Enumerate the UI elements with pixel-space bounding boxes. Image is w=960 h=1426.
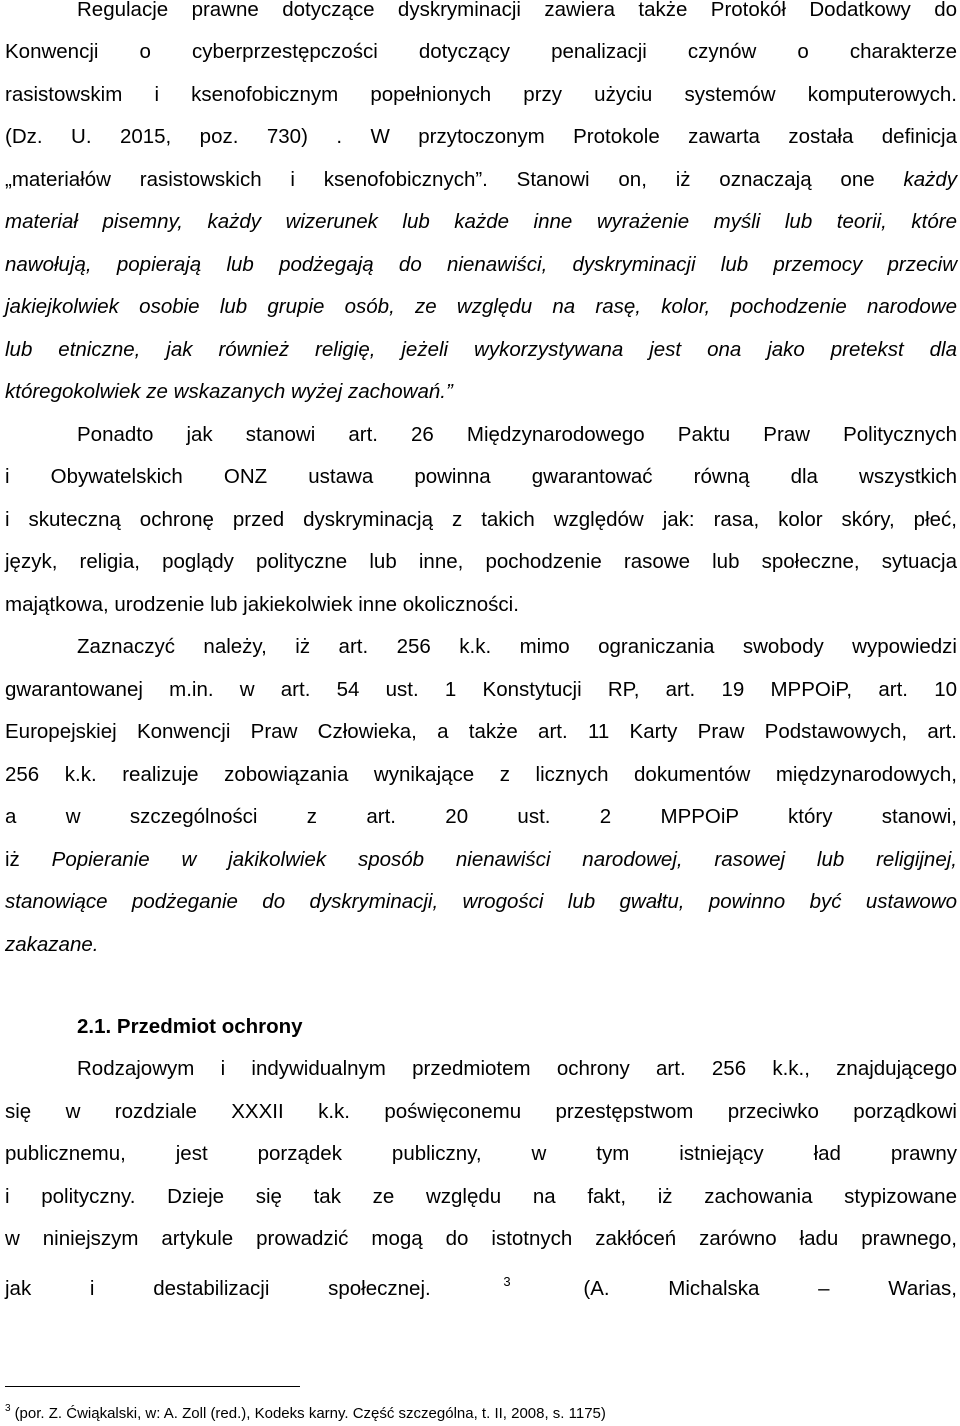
paragraph-line: Zaznaczyć należy, iż art. 256 k.k. mimo ograniczania swobody wypowiedzi bbox=[77, 635, 957, 658]
paragraph-line: Ponadto jak stanowi art. 26 Międzynarodowego Paktu Praw Politycznych bbox=[77, 423, 957, 446]
paragraph-text: „materiałów rasistowskich i ksenofobicznych”. Stanowi on, iż oznaczają one bbox=[5, 168, 904, 191]
paragraph-line: i Obywatelskich ONZ ustawa powinna gwarantować równą dla wszystkich bbox=[5, 465, 957, 488]
section-number: 2.1. bbox=[77, 1015, 112, 1038]
paragraph-text: (A. Michalska – Warias, bbox=[583, 1277, 957, 1300]
paragraph-line: majątkowa, urodzenie lub jakiekolwiek inne okoliczności. bbox=[5, 593, 519, 616]
quoted-definition-line: któregokolwiek ze wskazanych wyżej zachowań.” bbox=[5, 380, 453, 403]
quoted-article-line: zakazane. bbox=[5, 933, 99, 956]
paragraph-line: a w szczególności z art. 20 ust. 2 MPPOiP który stanowi, bbox=[5, 805, 957, 828]
quoted-definition-line: jakiejkolwiek osobie lub grupie osób, ze względu na rasę, kolor, pochodzenie narodowe bbox=[5, 295, 957, 318]
paragraph-line: się w rozdziale XXXII k.k. poświęconemu przestępstwom przeciwko porządkowi bbox=[5, 1100, 957, 1123]
paragraph-text: jak i destabilizacji społecznej. bbox=[5, 1277, 431, 1300]
paragraph-line bbox=[5, 165, 957, 195]
paragraph-line: (Dz. U. 2015, poz. 730) . W przytoczonym Protokole zawarta została definicja bbox=[5, 125, 957, 148]
paragraph-line bbox=[5, 1267, 957, 1300]
footnote bbox=[5, 1398, 905, 1425]
footnote-reference[interactable]: 3 bbox=[503, 1274, 511, 1289]
paragraph-line: Regulacje prawne dotyczące dyskryminacji zawiera także Protokół Dodatkowy do bbox=[77, 0, 957, 21]
paragraph-line: rasistowskim i ksenofobicznym popełnionych przy użyciu systemów komputerowych. bbox=[5, 83, 957, 106]
quoted-definition-text: każdy bbox=[903, 168, 957, 191]
paragraph-line: i polityczny. Dzieje się tak ze względu na fakt, iż zachowania stypizowane bbox=[5, 1185, 957, 1208]
footnote-text: (por. Z. Ćwiąkalski, w: A. Zoll (red.), Kodeks karny. Część szczególna, t. II, 2008, s. 1175) bbox=[14, 1405, 606, 1422]
section-title: Przedmiot ochrony bbox=[116, 1015, 303, 1038]
paragraph-line: język, religia, poglądy polityczne lub inne, pochodzenie rasowe lub społeczne, sytuacja bbox=[5, 550, 957, 573]
paragraph-line: Europejskiej Konwencji Praw Człowieka, a także art. 11 Karty Praw Podstawowych, art. bbox=[5, 720, 957, 743]
section-heading bbox=[77, 1012, 957, 1042]
paragraph-line bbox=[5, 845, 957, 875]
footnote-separator bbox=[5, 1386, 300, 1387]
paragraph-line: i skuteczną ochronę przed dyskryminacją z takich względów jak: rasa, kolor skóry, płeć, bbox=[5, 508, 957, 531]
paragraph-line: Rodzajowym i indywidualnym przedmiotem ochrony art. 256 k.k., znajdującego bbox=[77, 1057, 957, 1080]
paragraph-line: publicznemu, jest porządek publiczny, w tym istniejący ład prawny bbox=[5, 1142, 957, 1165]
quoted-definition-line: nawołują, popierają lub podżegają do nienawiści, dyskryminacji lub przemocy przeciw bbox=[5, 253, 957, 276]
quoted-definition-line: materiał pisemny, każdy wizerunek lub każde inne wyrażenie myśli lub teorii, które bbox=[5, 210, 957, 233]
paragraph-line: w niniejszym artykule prowadzić mogą do istotnych zakłóceń zarówno ładu prawnego, bbox=[5, 1227, 957, 1250]
footnote-number: 3 bbox=[5, 1403, 11, 1414]
paragraph-line: gwarantowanej m.in. w art. 54 ust. 1 Konstytucji RP, art. 19 MPPOiP, art. 10 bbox=[5, 678, 957, 701]
paragraph-line: Konwencji o cyberprzestępczości dotyczący penalizacji czynów o charakterze bbox=[5, 40, 957, 63]
paragraph-line: 256 k.k. realizuje zobowiązania wynikające z licznych dokumentów międzynarodowych, bbox=[5, 763, 957, 786]
quoted-definition-line: lub etniczne, jak również religię, jeżeli wykorzystywana jest ona jako pretekst dla bbox=[5, 338, 957, 361]
quoted-article-text: Popieranie w jakikolwiek sposób nienawiści narodowej, rasowej lub religijnej, bbox=[51, 848, 957, 871]
quoted-article-line: stanowiące podżeganie do dyskryminacji, wrogości lub gwałtu, powinno być ustawowo bbox=[5, 890, 957, 913]
paragraph-text: iż bbox=[5, 848, 52, 871]
